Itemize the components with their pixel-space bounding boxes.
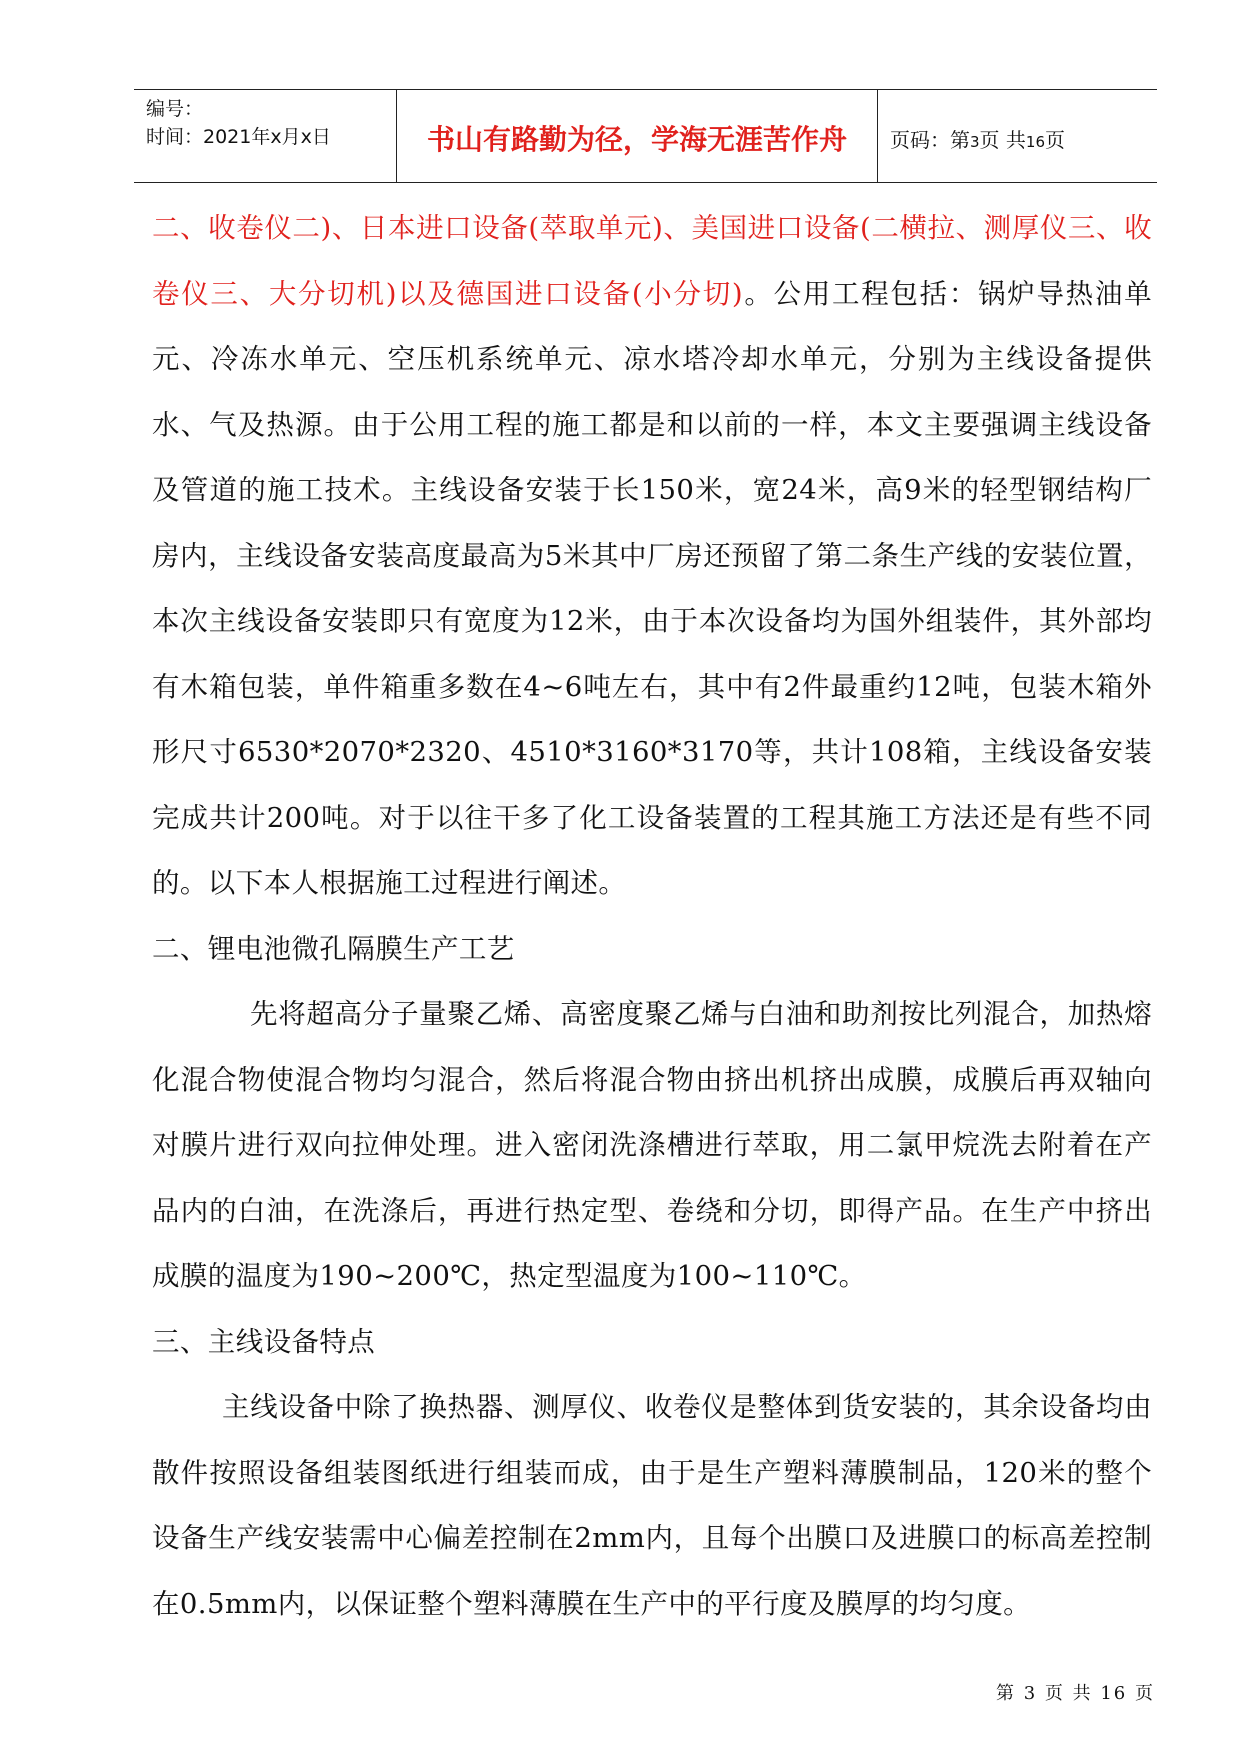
header-motto: 书山有路勤为径，学海无涯苦作舟 — [426, 123, 847, 156]
document-time-label: 时间：2021年x月x日 — [146, 126, 331, 148]
page-label: 页码：第 — [890, 128, 970, 152]
header-motto-cell — [396, 90, 878, 182]
header-page-info — [890, 124, 1065, 153]
section-heading-process: 二、锂电池微孔隔膜生产工艺 — [152, 932, 515, 965]
paragraph-equipment-highlight: 二、收卷仪二)、日本进口设备(萃取单元)、美国进口设备(二横拉、测厚仪三、收卷仪三、大分切机)以及德国进口设备(小分切) — [152, 212, 1152, 310]
section-heading-features: 三、主线设备特点 — [152, 1325, 376, 1358]
document-number-label: 编号： — [146, 98, 204, 120]
page-end-label: 页 — [1045, 128, 1065, 152]
paragraph-process: 先将超高分子量聚乙烯、高密度聚乙烯与白油和助剂按比列混合，加热熔化混合物使混合物均匀混合，然后将混合物由挤出机挤出成膜，成膜后再双轴向对膜片进行双向拉伸处理。进入密闭洗涤槽进行萃取，用二氯甲烷洗去附着在产品内的白油，在洗涤后，再进行热定型、卷绕和分切，即得产品。在生产中挤出成膜的温度为190~200℃，热定型温度为100~110℃。 — [152, 998, 1152, 1292]
paragraph-equipment-text: 。公用工程包括：锅炉导热油单元、冷冻水单元、空压机系统单元、凉水塔冷却水单元，分别为主线设备提供水、气及热源。由于公用工程的施工都是和以前的一样，本文主要强调主线设备及管道的施工技术。主线设备安装于长150米，宽24米，高9米的轻型钢结构厂房内，主线设备安装高度最高为5米其中厂房还预留了第二条生产线的安装位置，本次主线设备安装即只有宽度为12米，由于本次设备均为国外组装件，其外部均有木箱包装，单件箱重多数在4~6吨左右，其中有2件最重约12吨，包装木箱外形尺寸6530*2070*2320、4510*3160*3170等，共计108箱，主线设备安装完成共计200吨。对于以往干多了化工设备装置的工程其施工方法还是有些不同的。以下本人根据施工过程进行阐述。 — [152, 277, 1152, 899]
page-header — [134, 89, 1157, 183]
paragraph-features: 主线设备中除了换热器、测厚仪、收卷仪是整体到货安装的，其余设备均由散件按照设备组装图纸进行组装而成，由于是生产塑料薄膜制品，120米的整个设备生产线安装需中心偏差控制在2mm内，且每个出膜口及进膜口的标高差控制在0.5mm内，以保证整个塑料薄膜在生产中的平行度及膜厚的均匀度。 — [152, 1391, 1152, 1620]
paragraph-equipment — [152, 196, 1152, 917]
document-body — [152, 196, 1152, 1637]
page-footer: 第 3 页 共 16 页 — [996, 1683, 1155, 1704]
page-mid-label: 页 共 — [979, 128, 1026, 152]
page-current-number: 3 — [970, 133, 980, 151]
page-total-number: 16 — [1025, 133, 1045, 151]
header-meta-cell — [134, 90, 396, 182]
header-page-cell — [878, 90, 1157, 182]
